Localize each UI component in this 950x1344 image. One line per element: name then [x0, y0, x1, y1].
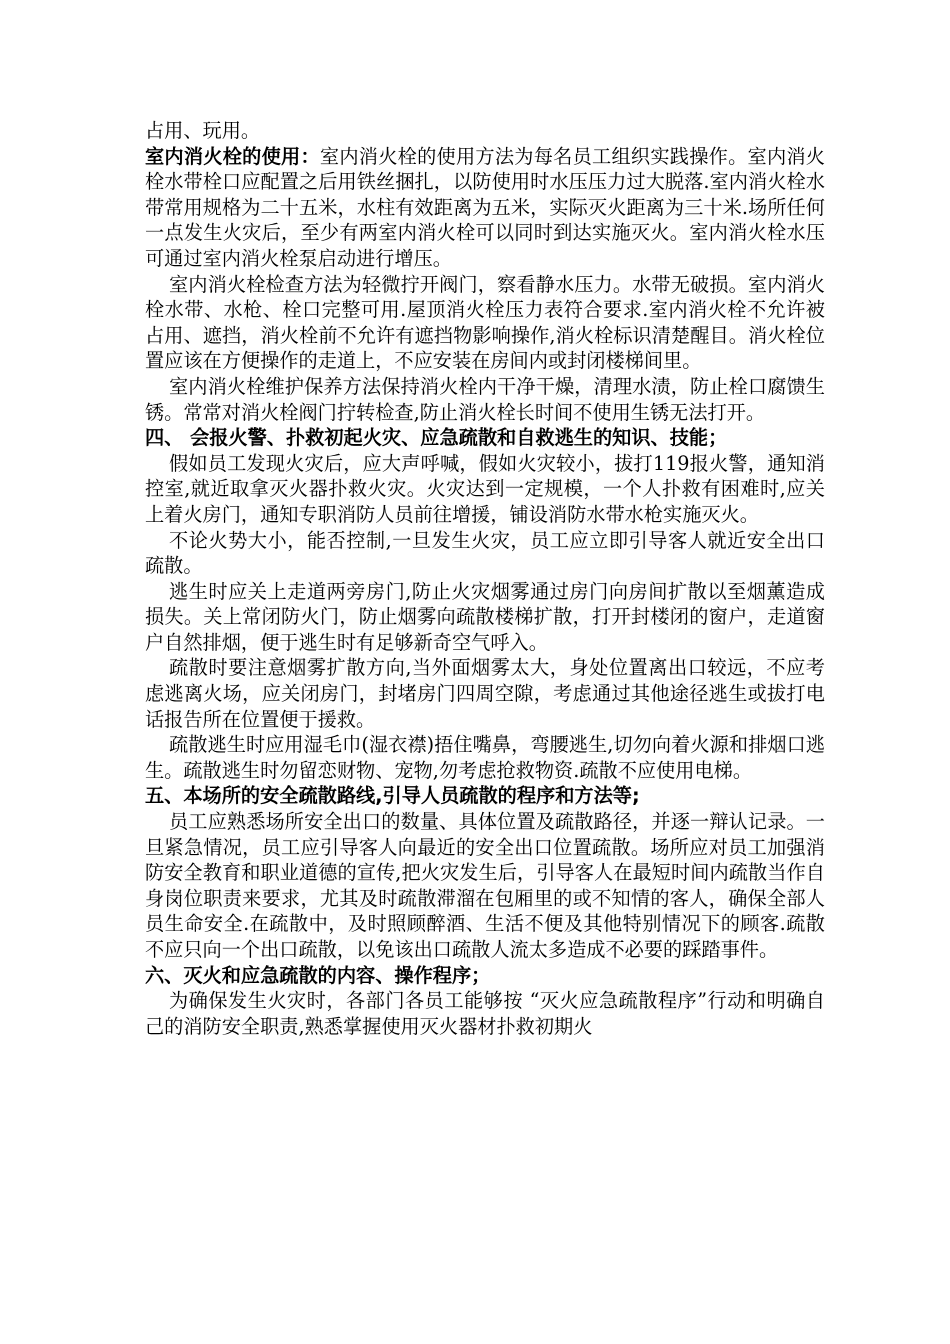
paragraph-escape-tips: 疏散逃生时应用湿毛巾(湿衣襟)捂住嘴鼻，弯腰逃生,切勿向着火源和排烟口逃生。疏散逃生时勿留恋财物、宠物,勿考虑抢救物资.疏散不应使用电梯。 — [145, 733, 825, 782]
section-heading-6: 六、灭火和应急疏散的内容、操作程序； — [145, 963, 491, 987]
paragraph-hydrant-maintenance: 室内消火栓维护保养方法保持消火栓内干净干燥，清理水渍，防止栓口腐馈生锈。常常对消火栓阀门拧转检查,防止消火栓长时间不使用生锈无法打开。 — [145, 374, 825, 424]
section-heading-5: 五、本场所的安全疏散路线,引导人员疏散的程序和方法等; — [145, 784, 640, 808]
paragraph-evacuation-routes: 员工应熟悉场所安全出口的数量、具体位置及疏散路径，并逐一辩认记录。一旦紧急情况，员工应引导客人向最近的安全出口位置疏散。场所应对员工加强消防安全教育和职业道德的宣传,把火灾发生后，引导客人在最短时间内疏散当作自身岗位职责来要求，尤其及时疏散滞溜在包厢里的或不知情的客人，确保全部人员生命安全.在疏散中，及时照顾醉酒、生活不便及其他特别情况下的顾客.疏散不应只向一个出口疏散，以免该出口疏散人流太多造成不必要的踩踏事件。 — [145, 810, 825, 961]
document-page — [145, 118, 825, 1039]
paragraph-procedure: 为确保发生火灾时，各部门各员工能够按 “灭火应急疏散程序”行动和明确自己的消防安全职责,熟悉掌握使用灭火器材扑救初期火 — [145, 989, 825, 1038]
paragraph-report-fire: 假如员工发现火灾后，应大声呼喊，假如火灾较小，拔打119报火警，通知消控室,就近取拿灭火器扑救火灾。火灾达到一定规模，一个人扑救有困难时,应关上着火房门，通知专职消防人员前往增援，铺设消防水带水枪实施灭火。 — [145, 451, 825, 526]
paragraph-smoke-direction: 疏散时要注意烟雾扩散方向,当外面烟雾太大，身处位置离出口较远，不应考虑逃离火场，应关闭房门，封堵房门四周空隙，考虑通过其他途径逃生或拔打电话报告所在位置便于援救。 — [145, 656, 825, 731]
paragraph-hydrant-check: 室内消火栓检查方法为轻微拧开阀门，察看静水压力。水带无破损。室内消火栓水带、水枪、栓口完整可用.屋顶消火栓压力表符合要求.室内消火栓不允许被占用、遮挡，消火栓前不允许有遮挡物影响操作,消火栓标识清楚醒目。消火栓位置应该在方便操作的走道上，不应安装在房间内或封闭楼梯间里。 — [145, 272, 825, 373]
paragraph-evacuate: 不论火势大小，能否控制,一旦发生火灾，员工应立即引导客人就近安全出口疏散。 — [145, 528, 825, 578]
paragraph-intro: 占用、玩用。 — [145, 119, 261, 142]
hydrant-use-text: 室内消火栓的使用方法为每名员工组织实践操作。室内消火栓水带栓口应配置之后用铁丝捆扎，以防使用时水压压力过大脱落.室内消火栓水带常用规格为二十五米，水柱有效距离为五米，实际灭火距离为三十米.场所任何一点发生火灾后，至少有两室内消火栓可以同时到达实施灭火。室内消火栓水压可通过室内消火栓泵启动进行增压。 — [145, 144, 825, 270]
paragraph-escape-doors: 逃生时应关上走道两旁房门,防止火灾烟雾通过房门向房间扩散以至烟薰造成损失。关上常闭防火门，防止烟雾向疏散楼梯扩散，打开封楼闭的窗户，走道窗户自然排烟，便于逃生时有足够新奇空气呼入。 — [145, 579, 825, 654]
paragraph-hydrant-use — [145, 144, 825, 272]
section-heading-4: 四、 会报火警、扑救初起火灾、应急疏散和自救逃生的知识、技能； — [145, 426, 728, 450]
hydrant-use-lead: 室内消火栓的使用： — [145, 144, 320, 168]
